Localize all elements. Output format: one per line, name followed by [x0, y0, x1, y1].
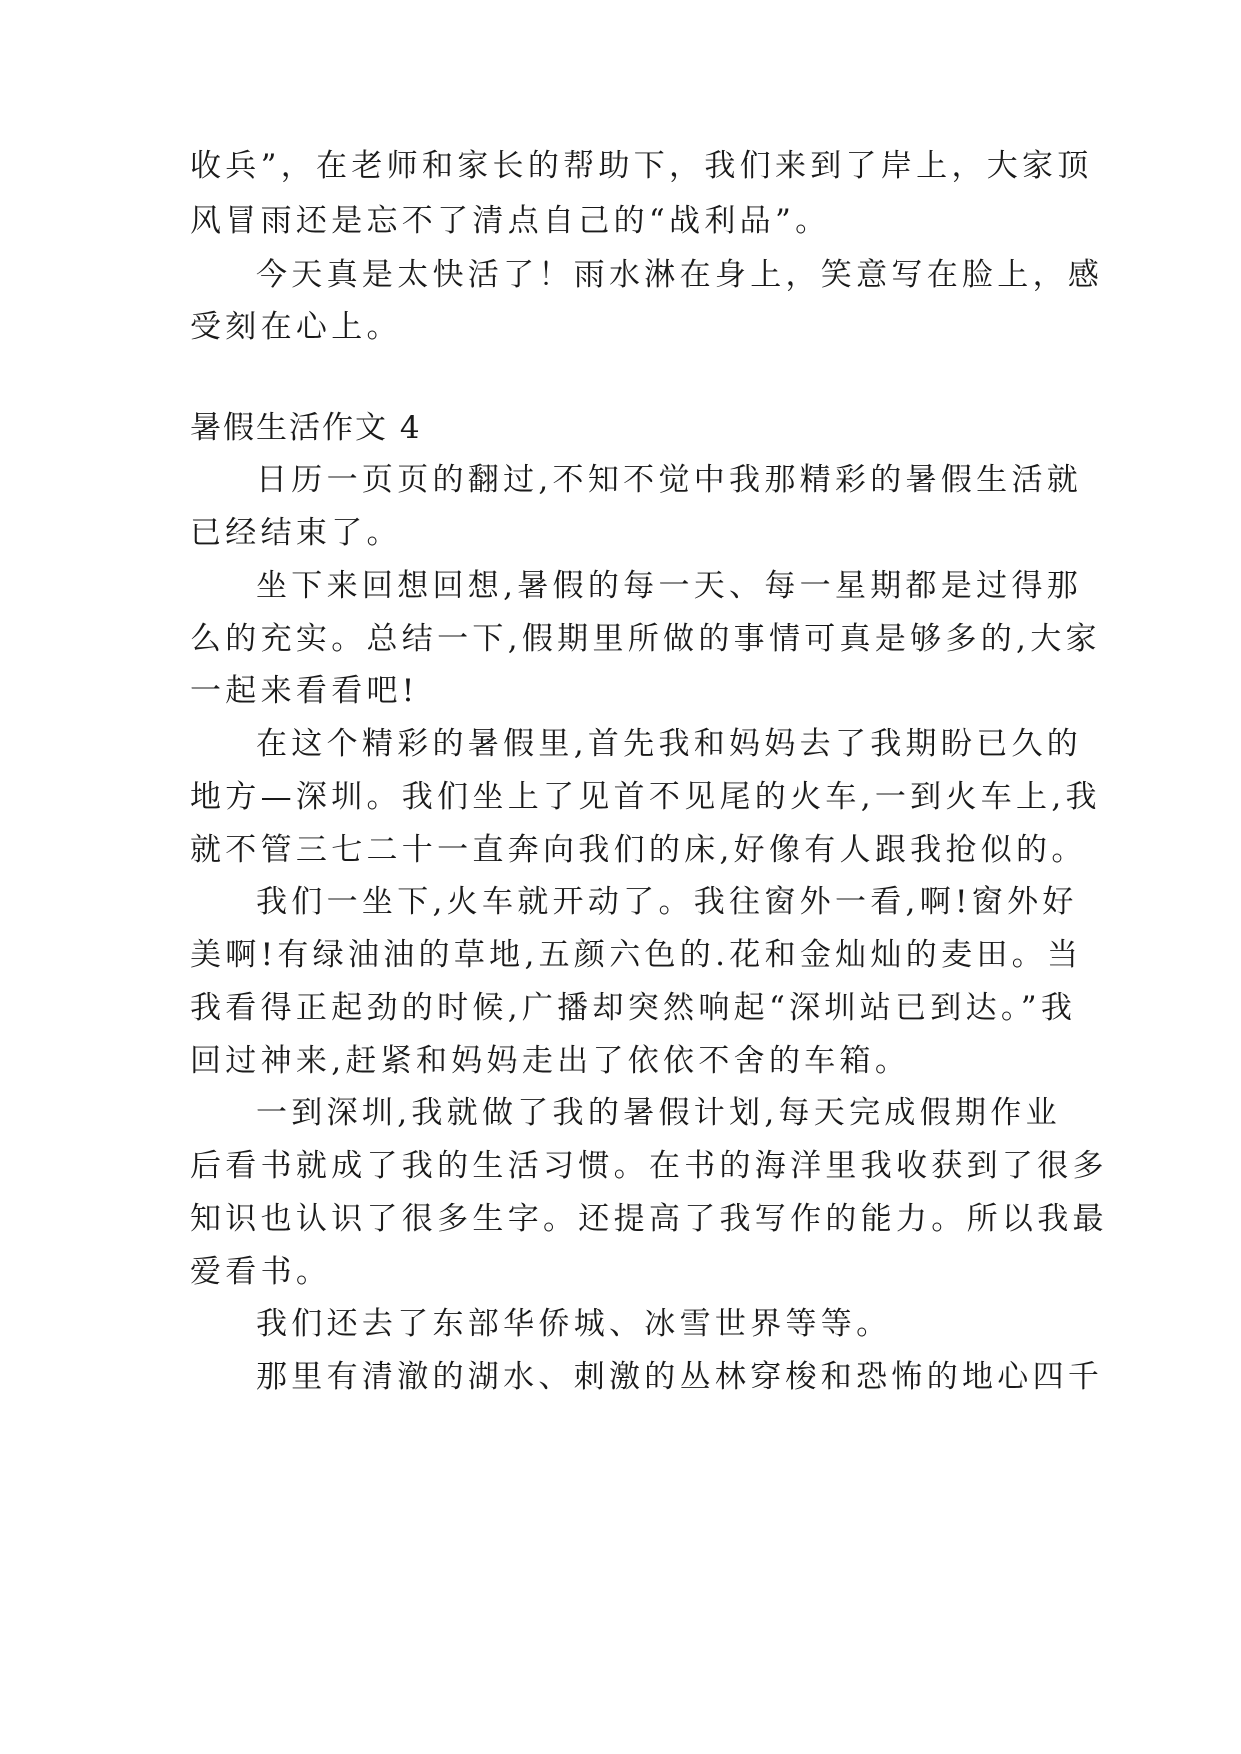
paragraph-start: 日历一页页的翻过,不知不觉中我那精彩的暑假生活就	[256, 462, 1083, 498]
text-line: 地方—深圳。我们坐上了见首不见尾的火车,一到火车上,我	[190, 779, 1101, 815]
text-line: 收兵”，在老师和家长的帮助下，我们来到了岸上，大家顶	[190, 148, 1093, 184]
text-line: 受刻在心上。	[190, 309, 402, 345]
text-line: 回过神来,赶紧和妈妈走出了依依不舍的车箱。	[190, 1043, 911, 1079]
text-line: 就不管三七二十一直奔向我们的床,好像有人跟我抢似的。	[190, 832, 1087, 868]
text-line: 美啊!有绿油油的草地,五颜六色的.花和金灿灿的麦田。当	[190, 937, 1083, 973]
document-page	[190, 0, 1108, 1754]
paragraph-start: 在这个精彩的暑假里,首先我和妈妈去了我期盼已久的	[256, 726, 1083, 762]
paragraph-start: 我们一坐下,火车就开动了。我往窗外一看,啊!窗外好	[256, 884, 1078, 920]
paragraph-start: 一到深圳,我就做了我的暑假计划,每天完成假期作业	[256, 1095, 1061, 1131]
text-line: 么的充实。总结一下,假期里所做的事情可真是够多的,大家	[190, 621, 1101, 657]
text-line: 已经结束了。	[190, 515, 402, 551]
paragraph-start: 那里有清澈的湖水、刺激的丛林穿梭和恐怖的地心四千	[256, 1359, 1104, 1395]
paragraph-start: 坐下来回想回想,暑假的每一天、每一星期都是过得那	[256, 568, 1083, 604]
text-line: 爱看书。	[190, 1254, 332, 1290]
text-line: 知识也认识了很多生字。还提高了我写作的能力。所以我最	[190, 1201, 1108, 1237]
paragraph-start: 我们还去了东部华侨城、冰雪世界等等。	[256, 1306, 892, 1342]
text-line: 后看书就成了我的生活习惯。在书的海洋里我收获到了很多	[190, 1148, 1108, 1184]
text-line: 风冒雨还是忘不了清点自己的“战利品”。	[190, 203, 831, 239]
paragraph-start: 今天真是太快活了！雨水淋在身上，笑意写在脸上，感	[256, 257, 1104, 293]
section-heading: 暑假生活作文 4	[190, 410, 422, 446]
text-line: 一起来看看吧!	[190, 673, 419, 709]
text-line: 我看得正起劲的时候,广播却突然响起“深圳站已到达。”我	[190, 990, 1077, 1026]
